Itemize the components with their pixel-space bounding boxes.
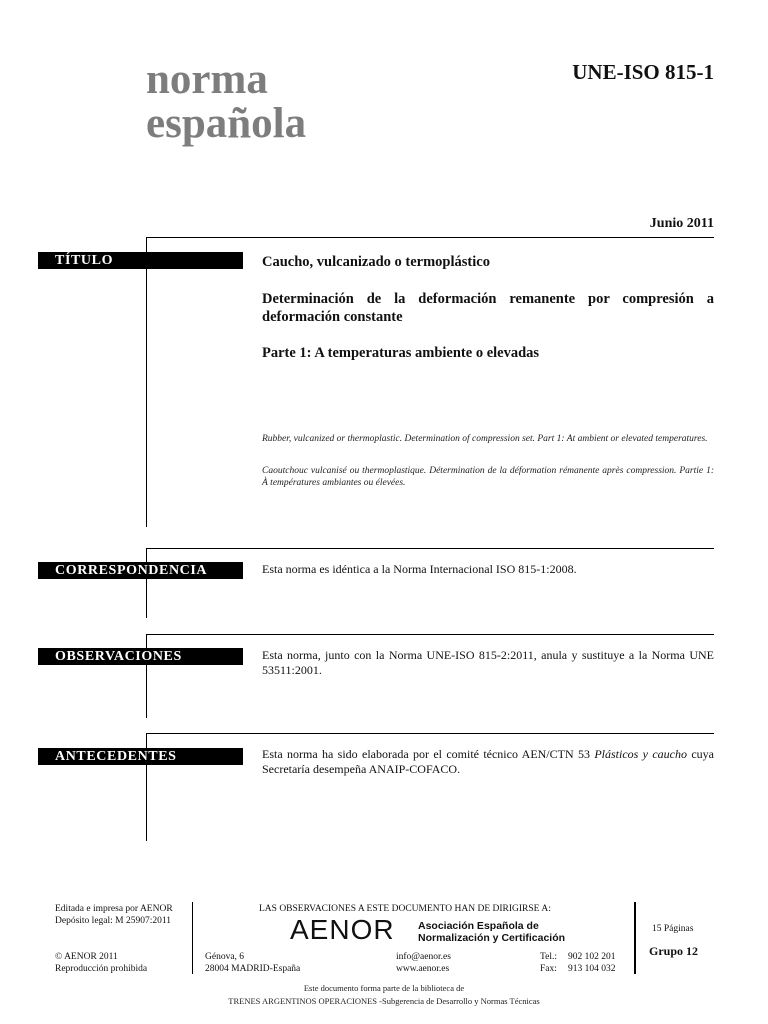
- title-part: Parte 1: A temperaturas ambiente o elevadas: [262, 345, 540, 361]
- vertical-rule-correspondencia: [146, 548, 147, 618]
- title-french: Caoutchouc vulcanisé ou thermoplastique. Détermination de la déformation rémanente après compression. Partie 1: À températures ambiantes ou élevées.: [262, 466, 714, 488]
- divider-correspondencia: [146, 548, 714, 549]
- footer-divider-left: [192, 902, 193, 974]
- org-name-line-1: Asociación Española de: [418, 920, 539, 932]
- brand-title: [146, 58, 306, 146]
- vertical-rule-titulo: [146, 237, 147, 527]
- standard-code: UNE-ISO 815-1: [572, 60, 714, 84]
- aenor-logo: AENOR: [290, 914, 395, 945]
- publication-date: Junio 2011: [649, 216, 714, 231]
- title-main: Caucho, vulcanizado o termoplástico: [262, 254, 490, 270]
- footer-reproduction: Reproducción prohibida: [55, 964, 148, 974]
- brand-line-1: norma: [146, 56, 268, 103]
- footer-tel-value: 902 102 201: [568, 952, 616, 962]
- footer-tel-label: Tel.:: [540, 952, 558, 962]
- library-note-1: Este documento forma parte de la biblioteca de: [303, 983, 465, 993]
- footer-email[interactable]: info@aenor.es: [396, 952, 451, 962]
- footer-copyright: © AENOR 2011: [55, 952, 118, 962]
- footer-fax-value: 913 104 032: [568, 964, 616, 974]
- brand-line-2: española: [146, 100, 307, 147]
- section-label-antecedentes: ANTECEDENTES: [38, 748, 243, 765]
- antecedentes-committee-name: Plásticos y caucho: [594, 747, 688, 761]
- title-subtitle: Determinación de la deformación remanente por compresión a deformación constante: [262, 291, 714, 325]
- footer-address-city: 28004 MADRID-España: [205, 964, 301, 974]
- aenor-organization-name: [418, 920, 565, 944]
- footer-edited-by: Editada e impresa por AENOR: [55, 904, 173, 914]
- library-note-2: TRENES ARGENTINOS OPERACIONES -Subgerencia de Desarrollo y Normas Técnicas: [228, 996, 540, 1006]
- divider-antecedentes: [146, 733, 714, 734]
- vertical-rule-observaciones: [146, 634, 147, 718]
- footer-observations-notice: LAS OBSERVACIONES A ESTE DOCUMENTO HAN DE DIRIGIRSE A:: [259, 904, 551, 914]
- section-label-observaciones: OBSERVACIONES: [38, 648, 243, 665]
- footer-website[interactable]: www.aenor.es: [396, 964, 450, 974]
- footer-page-count: 15 Páginas: [652, 924, 694, 934]
- footer-address-street: Génova, 6: [205, 952, 245, 962]
- title-english: Rubber, vulcanized or thermoplastic. Determination of compression set. Part 1: At ambient or elevated temperatures.: [262, 434, 708, 444]
- divider-titulo: [146, 237, 714, 238]
- org-name-line-2: Normalización y Certificación: [418, 932, 566, 944]
- footer-fax-label: Fax:: [540, 964, 557, 974]
- section-label-titulo: TÍTULO: [38, 252, 243, 269]
- footer-divider-right: [634, 902, 636, 974]
- footer-legal-deposit: Depósito legal: M 25907:2011: [55, 916, 172, 926]
- antecedentes-text-before: Esta norma ha sido elaborada por el comité técnico AEN/CTN 53: [262, 747, 595, 761]
- footer-price-group: Grupo 12: [649, 944, 699, 958]
- antecedentes-text-after: cuya Secretaría desempeña ANAIP-COFACO.: [262, 747, 715, 776]
- section-label-correspondencia: CORRESPONDENCIA: [38, 562, 243, 579]
- divider-observaciones: [146, 634, 714, 635]
- antecedentes-text: [262, 747, 714, 777]
- correspondencia-text: Esta norma es idéntica a la Norma Internacional ISO 815-1:2008.: [262, 562, 577, 576]
- observaciones-text: Esta norma, junto con la Norma UNE-ISO 815-2:2011, anula y sustituye a la Norma UNE 53511:2001.: [262, 648, 714, 677]
